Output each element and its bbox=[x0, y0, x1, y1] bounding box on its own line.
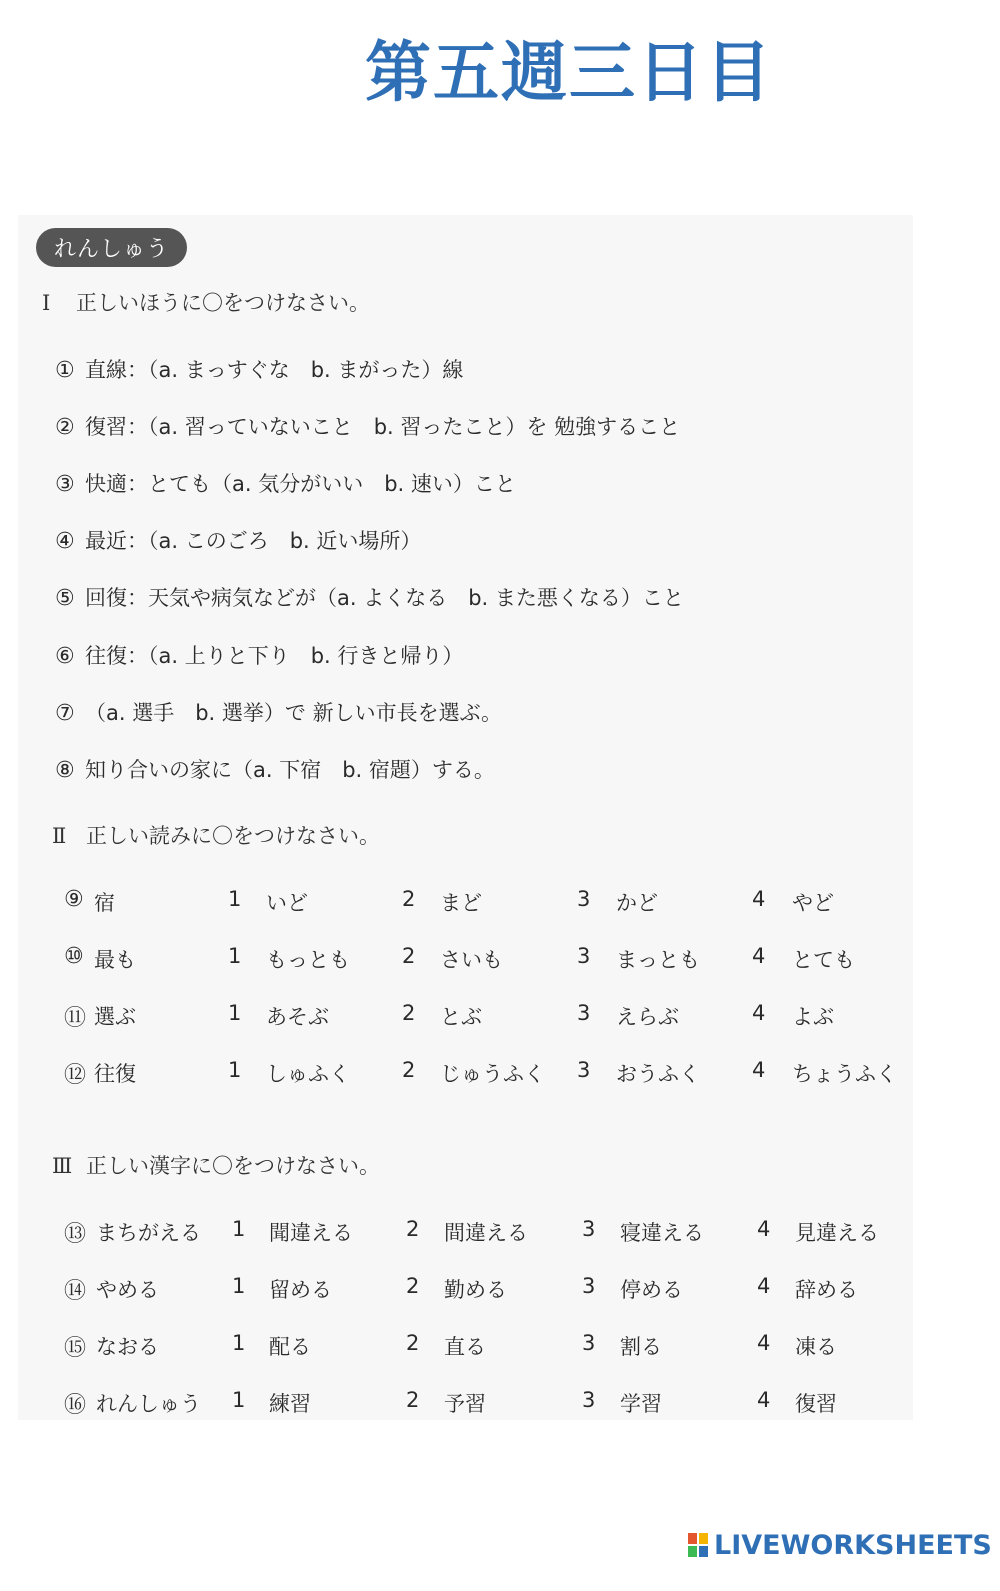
option-choice[interactable]: 勤める bbox=[444, 1278, 507, 1302]
option-number: 4 bbox=[752, 944, 766, 968]
option-choice[interactable]: 学習 bbox=[620, 1392, 662, 1416]
section2-roman: Ⅱ bbox=[52, 824, 67, 848]
question-word: なおる bbox=[96, 1335, 159, 1359]
option-number: 2 bbox=[402, 1058, 416, 1082]
section3-roman: Ⅲ bbox=[52, 1154, 73, 1178]
option-choice[interactable]: とぶ bbox=[440, 1005, 482, 1029]
option-choice[interactable]: まっとも bbox=[616, 948, 700, 972]
option-number: 2 bbox=[406, 1217, 420, 1241]
question-number: ④ bbox=[55, 529, 75, 554]
option-choice[interactable]: 聞違える bbox=[269, 1221, 353, 1245]
section1-instruction: 正しいほうに〇をつけなさい。 bbox=[76, 291, 370, 315]
question-number: ⑯ bbox=[64, 1393, 87, 1418]
question-number: ⑥ bbox=[55, 644, 75, 669]
question-text: 往復：（a. 上りと下り b. 行きと帰り） bbox=[85, 644, 464, 668]
option-number: 1 bbox=[228, 887, 242, 911]
option-number: 3 bbox=[577, 1058, 591, 1082]
option-number: 1 bbox=[232, 1388, 246, 1412]
option-number: 1 bbox=[232, 1331, 246, 1355]
question-7[interactable] bbox=[55, 697, 502, 727]
section3-instruction: 正しい漢字に〇をつけなさい。 bbox=[86, 1154, 380, 1178]
option-choice[interactable]: よぶ bbox=[792, 1005, 834, 1029]
question-3[interactable] bbox=[55, 468, 516, 498]
option-choice[interactable]: 辞める bbox=[795, 1278, 858, 1302]
question-word: れんしゅう bbox=[96, 1392, 201, 1416]
option-number: 4 bbox=[752, 1058, 766, 1082]
option-choice[interactable]: 予習 bbox=[444, 1392, 486, 1416]
option-choice[interactable]: まど bbox=[440, 891, 482, 915]
option-number: 3 bbox=[582, 1331, 596, 1355]
option-number: 4 bbox=[752, 1001, 766, 1025]
question-number: ⑧ bbox=[55, 758, 75, 783]
option-choice[interactable]: 復習 bbox=[795, 1392, 837, 1416]
question-text: 最近：（a. このごろ b. 近い場所） bbox=[85, 529, 422, 553]
section2-instruction: 正しい読みに〇をつけなさい。 bbox=[86, 824, 380, 848]
question-text: 快適：とても（a. 気分がいい b. 速い）こと bbox=[85, 472, 516, 496]
question-number: ⑤ bbox=[55, 586, 75, 611]
question-5[interactable] bbox=[55, 582, 684, 612]
question-text: 回復：天気や病気などが（a. よくなる b. また悪くなる）こと bbox=[85, 586, 684, 610]
option-number: 2 bbox=[402, 944, 416, 968]
question-number: ⑮ bbox=[64, 1336, 87, 1361]
liveworksheets-logo-icon bbox=[688, 1533, 710, 1559]
question-word: 最も bbox=[94, 948, 136, 972]
option-number: 4 bbox=[757, 1274, 771, 1298]
option-number: 4 bbox=[757, 1388, 771, 1412]
question-number: ① bbox=[55, 358, 75, 383]
question-8[interactable] bbox=[55, 754, 495, 784]
question-word: 往復 bbox=[94, 1062, 136, 1086]
option-number: 3 bbox=[582, 1217, 596, 1241]
option-choice[interactable]: 見違える bbox=[795, 1221, 879, 1245]
question-number: ② bbox=[55, 415, 75, 440]
option-number: 4 bbox=[757, 1331, 771, 1355]
option-number: 3 bbox=[577, 944, 591, 968]
option-number: 1 bbox=[228, 944, 242, 968]
option-choice[interactable]: 凍る bbox=[795, 1335, 837, 1359]
option-choice[interactable]: 直る bbox=[444, 1335, 486, 1359]
question-1[interactable] bbox=[55, 354, 463, 384]
option-choice[interactable]: とても bbox=[792, 948, 855, 972]
option-choice[interactable]: やど bbox=[792, 891, 834, 915]
question-6[interactable] bbox=[55, 640, 463, 670]
section2-heading bbox=[52, 820, 380, 850]
option-choice[interactable]: さいも bbox=[440, 948, 503, 972]
option-choice[interactable]: おうふく bbox=[616, 1062, 700, 1086]
option-choice[interactable]: かど bbox=[616, 891, 658, 915]
option-choice[interactable]: もっとも bbox=[266, 948, 350, 972]
option-choice[interactable]: 寝違える bbox=[620, 1221, 704, 1245]
question-text: 直線：（a. まっすぐな b. まがった）線 bbox=[85, 358, 464, 382]
question-number: ⑩ bbox=[64, 944, 84, 969]
option-number: 2 bbox=[406, 1331, 420, 1355]
question-text: 知り合いの家に（a. 下宿 b. 宿題）する。 bbox=[85, 758, 495, 782]
option-choice[interactable]: 間違える bbox=[444, 1221, 528, 1245]
liveworksheets-logo[interactable] bbox=[688, 1530, 992, 1561]
option-number: 4 bbox=[752, 887, 766, 911]
section1-heading bbox=[42, 287, 370, 317]
question-text: （a. 選手 b. 選挙）で 新しい市長を選ぶ。 bbox=[85, 701, 502, 725]
option-number: 1 bbox=[228, 1058, 242, 1082]
question-number: ⑦ bbox=[55, 701, 75, 726]
option-choice[interactable]: あそぶ bbox=[266, 1005, 329, 1029]
option-number: 2 bbox=[402, 1001, 416, 1025]
question-4[interactable] bbox=[55, 525, 421, 555]
option-choice[interactable]: 停める bbox=[620, 1278, 683, 1302]
option-number: 1 bbox=[228, 1001, 242, 1025]
question-number: ⑪ bbox=[64, 1006, 87, 1031]
section-badge: れんしゅう bbox=[36, 228, 187, 267]
option-number: 3 bbox=[577, 1001, 591, 1025]
option-number: 2 bbox=[402, 887, 416, 911]
option-choice[interactable]: じゅうふく bbox=[440, 1062, 545, 1086]
question-word: まちがえる bbox=[96, 1221, 201, 1245]
option-number: 1 bbox=[232, 1274, 246, 1298]
option-choice[interactable]: 留める bbox=[269, 1278, 332, 1302]
question-word: やめる bbox=[96, 1278, 159, 1302]
option-number: 3 bbox=[582, 1388, 596, 1412]
option-choice[interactable]: 割る bbox=[620, 1335, 662, 1359]
question-number: ⑬ bbox=[64, 1222, 87, 1247]
option-number: 3 bbox=[577, 887, 591, 911]
section1-roman: Ⅰ bbox=[42, 291, 51, 315]
question-number: ⑨ bbox=[64, 887, 84, 912]
option-number: 1 bbox=[232, 1217, 246, 1241]
option-choice[interactable]: えらぶ bbox=[616, 1005, 679, 1029]
option-choice[interactable]: しゅふく bbox=[266, 1062, 350, 1086]
section3-heading bbox=[52, 1150, 380, 1180]
page-title: 第五週三日目 bbox=[365, 34, 773, 111]
option-choice[interactable]: いど bbox=[266, 891, 308, 915]
option-choice[interactable]: 練習 bbox=[269, 1392, 311, 1416]
option-choice[interactable]: ちょうふく bbox=[792, 1062, 897, 1086]
option-number: 4 bbox=[757, 1217, 771, 1241]
option-number: 3 bbox=[582, 1274, 596, 1298]
question-text: 復習：（a. 習っていないこと b. 習ったこと）を 勉強すること bbox=[85, 415, 681, 439]
option-choice[interactable]: 配る bbox=[269, 1335, 311, 1359]
question-number: ⑫ bbox=[64, 1063, 87, 1088]
question-2[interactable] bbox=[55, 411, 680, 441]
question-number: ⑭ bbox=[64, 1279, 87, 1304]
question-word: 宿 bbox=[94, 891, 115, 915]
option-number: 2 bbox=[406, 1274, 420, 1298]
option-number: 2 bbox=[406, 1388, 420, 1412]
question-word: 選ぶ bbox=[94, 1005, 136, 1029]
liveworksheets-logo-text: LIVEWORKSHEETS bbox=[714, 1530, 992, 1561]
question-number: ③ bbox=[55, 472, 75, 497]
